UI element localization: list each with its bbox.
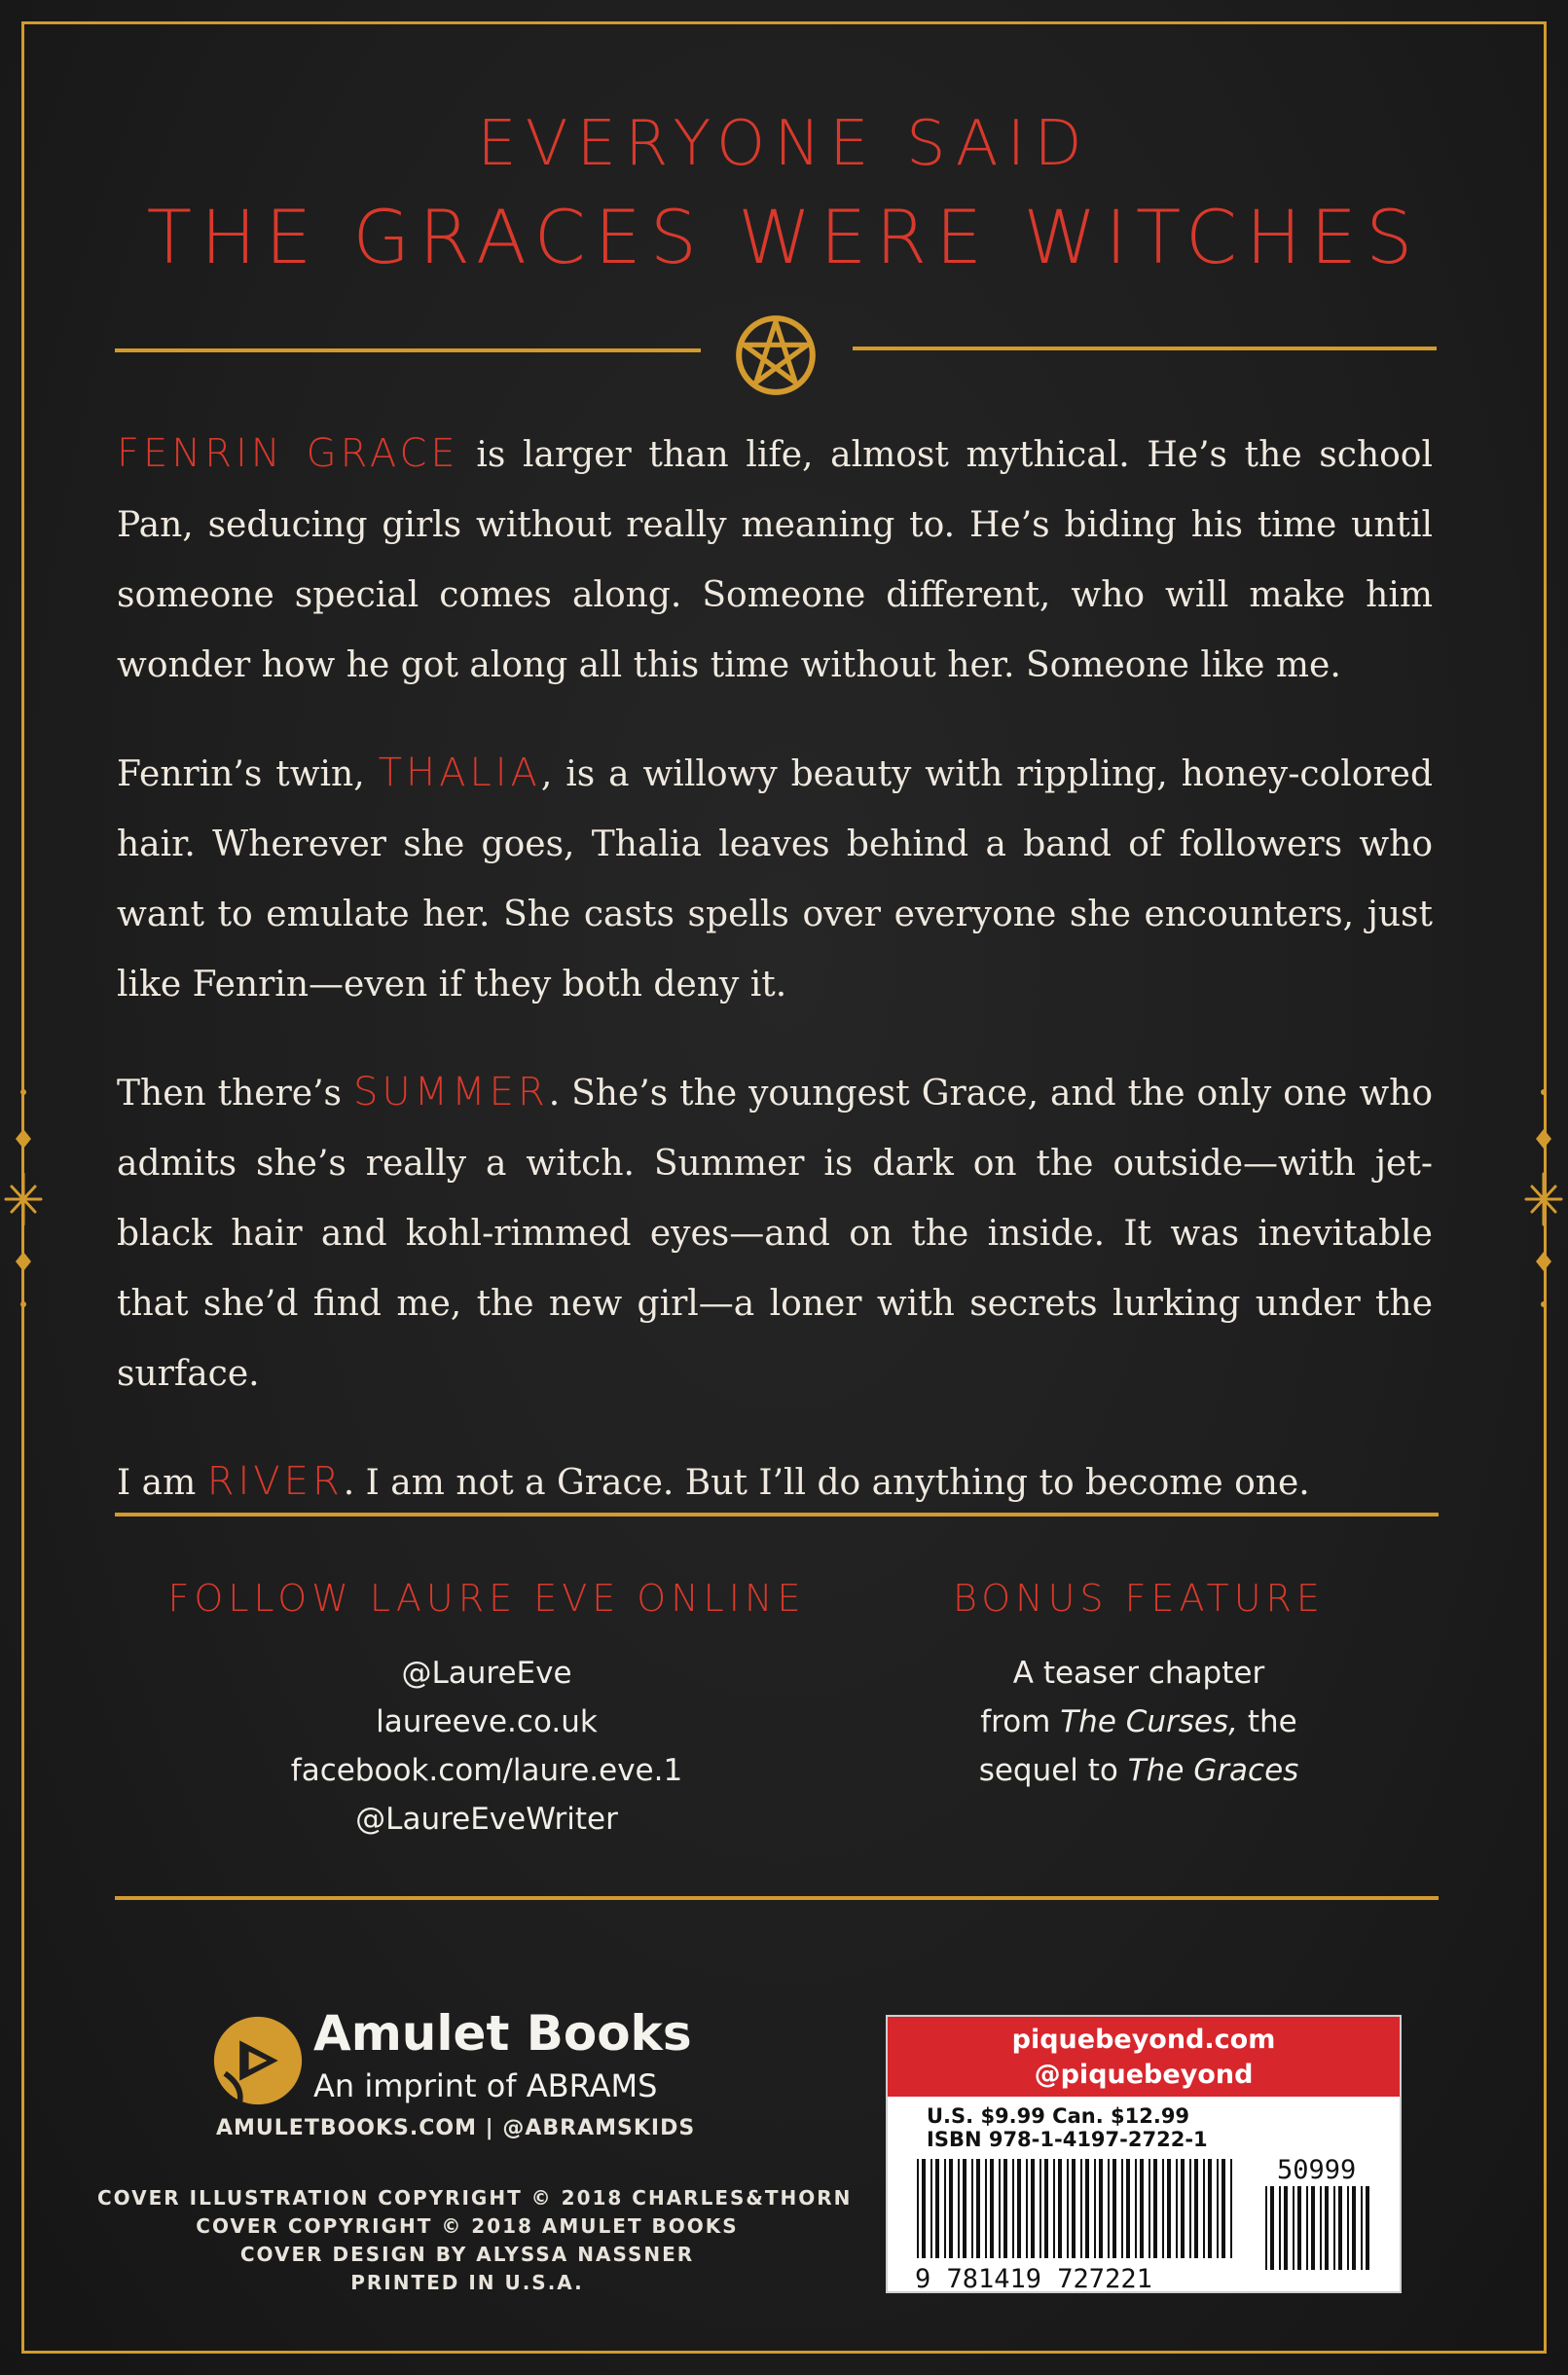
credits	[97, 2184, 853, 2297]
barcode-bar	[1012, 2159, 1014, 2258]
barcode-bar	[1162, 2159, 1164, 2258]
addon-digits: 50999	[1277, 2155, 1357, 2185]
paragraph-river	[117, 1446, 1433, 1518]
divider-top-left	[115, 348, 701, 352]
paragraph-summer	[117, 1057, 1433, 1409]
barcode-bar	[1167, 2159, 1171, 2258]
barcode-bar	[1194, 2159, 1198, 2258]
name-river: RIVER	[206, 1459, 344, 1504]
barcode-icon	[888, 2153, 1400, 2291]
barcode-bar	[930, 2159, 932, 2258]
barcode-bar	[1039, 2159, 1041, 2258]
credit-cover: COVER COPYRIGHT © 2018 AMULET BOOKS	[196, 2214, 739, 2238]
name-fenrin: FENRIN GRACE	[117, 431, 459, 476]
barcode-bar	[1053, 2159, 1055, 2258]
barcode-bar	[1140, 2159, 1144, 2258]
divider-bottom	[115, 1896, 1439, 1900]
barcode-bar	[1058, 2159, 1062, 2258]
bonus-text	[905, 1649, 1372, 1795]
link-website[interactable]: laureeve.co.uk	[376, 1704, 598, 1739]
follow-links	[156, 1649, 818, 1844]
barcode-bar	[1311, 2186, 1315, 2270]
headline	[0, 97, 1568, 284]
name-summer: SUMMER	[352, 1070, 549, 1114]
barcode-bar	[1222, 2159, 1225, 2258]
barcode-bar	[985, 2159, 987, 2258]
paragraph-text: Fenrin’s twin,	[117, 754, 379, 794]
link-twitter[interactable]: @LaureEve	[401, 1656, 572, 1691]
amulet-logo-icon	[212, 2015, 304, 2106]
bonus-line-2	[905, 1698, 1372, 1746]
paragraph-thalia	[117, 738, 1433, 1020]
barcode-header	[888, 2017, 1400, 2097]
price-info	[927, 2104, 1208, 2151]
link-instagram[interactable]: @LaureEveWriter	[355, 1802, 618, 1837]
barcode-bar	[1208, 2159, 1212, 2258]
bonus-text-part: sequel to	[978, 1753, 1128, 1788]
barcode-bar	[1072, 2159, 1076, 2258]
barcode-bar	[1108, 2159, 1110, 2258]
isbn-text: ISBN 978-1-4197-2722-1	[927, 2128, 1208, 2151]
barcode-bar	[922, 2159, 926, 2258]
barcode-bar	[1135, 2159, 1137, 2258]
barcode-bar	[1026, 2159, 1028, 2258]
barcode-bar	[1189, 2159, 1191, 2258]
paragraph-text: , is a willowy beauty with rippling, honey-colored hair. Wherever she goes, Thalia leaves behind a band of followers who want to emulate her. She casts spells over everyone she encounters, just like Fenrin—even if they both deny it.	[117, 754, 1433, 1005]
credit-design: COVER DESIGN BY ALYSSA NASSNER	[239, 2243, 695, 2266]
paragraph-text: is larger than life, almost mythical. He’s the school Pan, seducing girls without really meaning to. He’s biding his time until someone special comes along. Someone different, who will make him wonder how he got along all this time without her. Someone like me.	[117, 435, 1433, 685]
barcode-bar	[1325, 2186, 1329, 2270]
barcode-bar	[1293, 2186, 1295, 2270]
barcode-bar	[1347, 2186, 1349, 2270]
barcode-bar	[935, 2159, 939, 2258]
bonus-heading: BONUS FEATURE	[953, 1577, 1325, 1620]
paragraph-text: . I am not a Grace. But I’ll do anything to become one.	[343, 1463, 1310, 1503]
name-thalia: THALIA	[378, 750, 541, 795]
barcode-bar	[1149, 2159, 1150, 2258]
barcode-handle: @piquebeyond	[1034, 2060, 1254, 2090]
barcode-bar	[1352, 2186, 1356, 2270]
barcode-bar	[1217, 2159, 1219, 2258]
barcode-bar	[1085, 2159, 1089, 2258]
bonus-title-curses: The Curses,	[1060, 1704, 1239, 1739]
synopsis	[117, 419, 1433, 1555]
paragraph-fenrin	[117, 419, 1433, 701]
follow-heading: FOLLOW LAURE EVE ONLINE	[167, 1577, 806, 1620]
paragraph-text: I am	[117, 1463, 207, 1503]
barcode-bar	[1361, 2186, 1363, 2270]
barcode-bar	[1333, 2186, 1335, 2270]
price-text: U.S. $9.99 Can. $12.99	[927, 2104, 1190, 2128]
paragraph-text: Then there’s	[117, 1074, 353, 1114]
barcode-bar	[917, 2159, 919, 2258]
barcode-bar	[1203, 2159, 1205, 2258]
bonus-line-3	[905, 1746, 1372, 1795]
barcode-bar	[1099, 2159, 1103, 2258]
right-ornament-icon	[1524, 1078, 1563, 1322]
headline-line-1: EVERYONE SAID	[477, 108, 1091, 180]
bonus-text-part: from	[980, 1704, 1061, 1739]
credit-illustration: COVER ILLUSTRATION COPYRIGHT © 2018 CHARLES&THORN	[97, 2186, 853, 2210]
bonus-line-1: A teaser chapter	[1012, 1656, 1265, 1691]
barcode-bar	[1031, 2159, 1035, 2258]
pentagram-icon	[734, 313, 818, 397]
barcode-bar	[963, 2159, 966, 2258]
barcode-bar	[1338, 2186, 1342, 2270]
barcode-bar	[1265, 2186, 1267, 2270]
barcode-bar	[1181, 2159, 1185, 2258]
barcode-bar	[1153, 2159, 1157, 2258]
divider-middle	[115, 1513, 1439, 1516]
barcode-bar	[1284, 2186, 1288, 2270]
headline-line-2: THE GRACES WERE WITCHES	[146, 194, 1422, 280]
barcode-bar	[990, 2159, 994, 2258]
barcode-bar	[1003, 2159, 1007, 2258]
publisher-name: Amulet Books	[313, 2005, 692, 2062]
barcode-bar	[1306, 2186, 1308, 2270]
barcode-bar	[1044, 2159, 1048, 2258]
barcode-bar	[1176, 2159, 1178, 2258]
barcode-bar	[1320, 2186, 1322, 2270]
barcode-bar	[999, 2159, 1001, 2258]
left-ornament-icon	[4, 1078, 43, 1322]
barcode-bar	[1094, 2159, 1096, 2258]
publisher-web[interactable]: AMULETBOOKS.COM | @ABRAMSKIDS	[216, 2116, 696, 2140]
barcode-bar	[949, 2159, 953, 2258]
bonus-text-part: the	[1238, 1704, 1297, 1739]
barcode-bar	[1080, 2159, 1082, 2258]
barcode-bar	[1270, 2186, 1274, 2270]
bonus-title-graces: The Graces	[1127, 1753, 1299, 1788]
barcode-site: piquebeyond.com	[1011, 2025, 1276, 2055]
credit-printed: PRINTED IN U.S.A.	[350, 2271, 584, 2294]
barcode-bar	[944, 2159, 946, 2258]
barcode-bar	[1112, 2159, 1116, 2258]
barcode-bar	[1126, 2159, 1130, 2258]
barcode-bar	[1017, 2159, 1021, 2258]
barcode-bar	[1297, 2186, 1301, 2270]
barcode-bar	[1366, 2186, 1369, 2270]
link-facebook[interactable]: facebook.com/laure.eve.1	[290, 1753, 683, 1788]
divider-top-right	[853, 347, 1437, 350]
paragraph-text: . She’s the youngest Grace, and the only one who admits she’s really a witch. Summer is dark on the outside—with jet-black hair and kohl-rimmed eyes—and on the inside. It was inevitable that she’d find me, the new girl—a loner with secrets lurking under the surface.	[117, 1074, 1433, 1394]
barcode-label	[888, 2017, 1400, 2291]
barcode-bar	[971, 2159, 973, 2258]
barcode-bar	[1067, 2159, 1069, 2258]
barcode-bar	[958, 2159, 960, 2258]
publisher-imprint: An imprint of ABRAMS	[313, 2067, 658, 2104]
barcode-bar	[1230, 2159, 1232, 2258]
barcode-bar	[1279, 2186, 1281, 2270]
barcode-bar	[976, 2159, 980, 2258]
barcode-bar	[1121, 2159, 1123, 2258]
isbn-digits: 9 781419 727221	[915, 2264, 1152, 2291]
